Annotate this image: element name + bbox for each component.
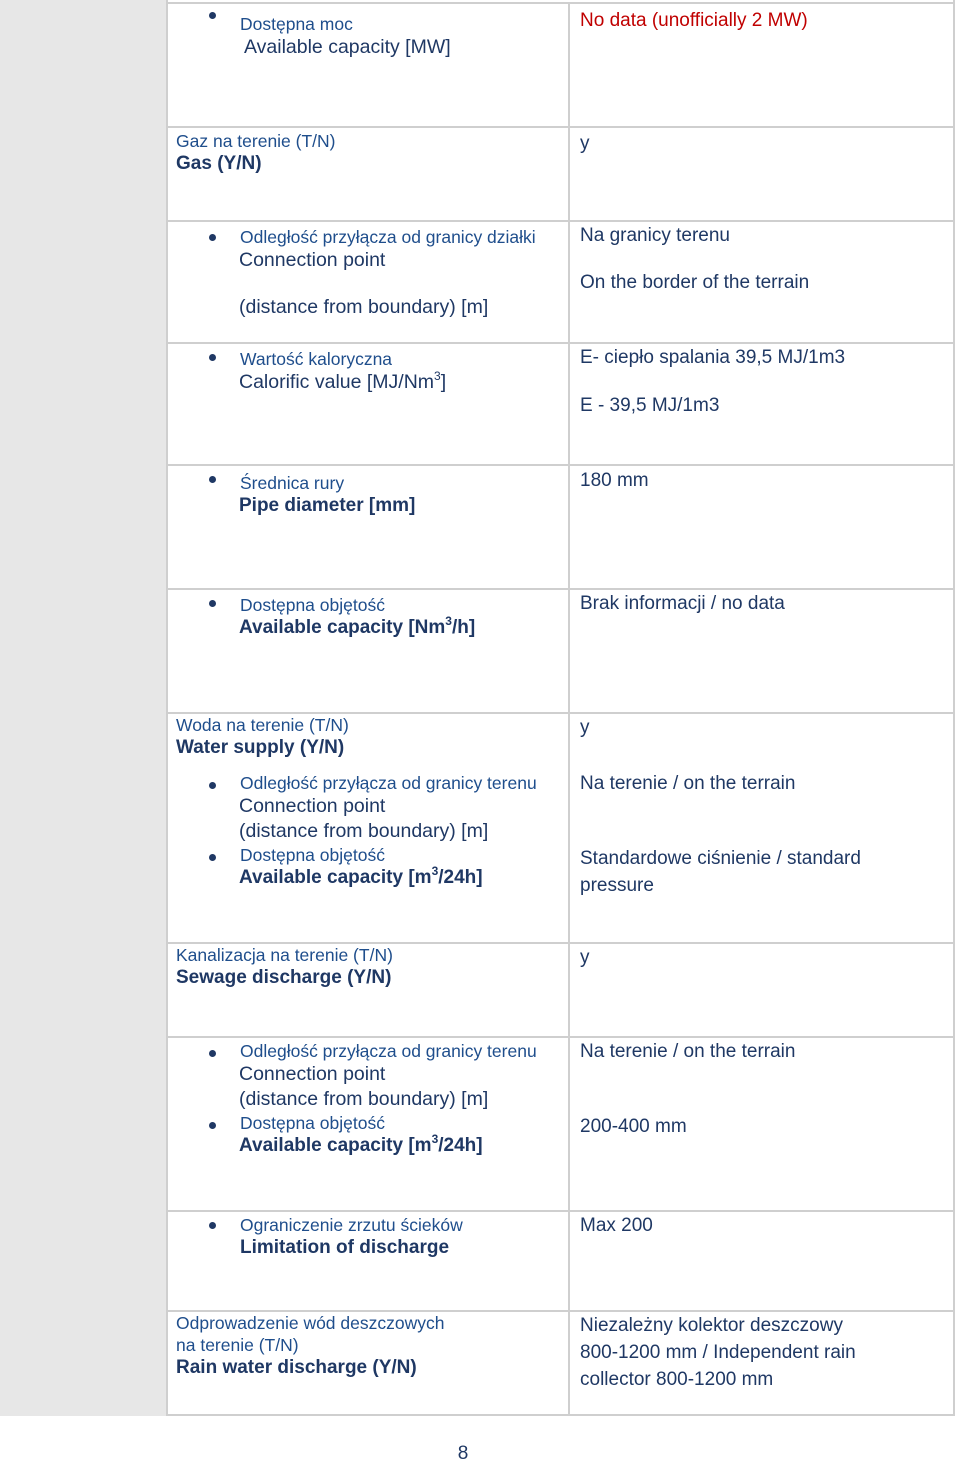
bullet-dot-icon — [209, 234, 216, 241]
sewage-limit-value-cell — [570, 1212, 955, 1310]
water-volume-label-en: Available capacity $[m^3/24h]$ — [239, 863, 483, 888]
water-header-value-cell — [570, 714, 955, 770]
gas-header-label-pl: Gaz na terenie (T/N) — [176, 131, 336, 151]
water-header-label-en: Water supply (Y/N) — [176, 737, 345, 758]
power-capacity-label-cell — [168, 4, 570, 126]
table-left-border — [166, 0, 168, 1416]
gas-volume-label-pl: Dostępna objętość — [240, 595, 385, 615]
gas-pipe-value: 180 mm — [580, 470, 649, 491]
water-connection-bullet — [176, 770, 560, 794]
water-details-label-cell — [168, 770, 570, 942]
gas-volume-value: Brak informacji / no data — [580, 593, 785, 614]
sewage-details-label-cell — [168, 1038, 570, 1210]
water-details-row — [168, 770, 955, 944]
gas-connection-label-en-1: Connection point — [239, 249, 386, 271]
gas-calorific-value-1: E- ciepło spalania 39,5 MJ/1m3 — [580, 347, 846, 368]
sewage-limit-label-cell — [168, 1212, 570, 1310]
bullet-dot-icon — [209, 1222, 216, 1229]
sewage-limit-value: Max 200 — [580, 1215, 653, 1236]
power-capacity-label-pl: Dostępna moc — [240, 14, 353, 34]
sewage-header-label-pl: Kanalizacja na terenie (T/N) — [176, 945, 393, 965]
gas-pipe-bullet — [176, 466, 560, 494]
bullet-dot-icon — [209, 476, 216, 483]
gas-calorific-row — [168, 344, 955, 466]
sewage-volume-label-en: Available capacity $[m^3/24h]$ — [239, 1131, 483, 1156]
water-connection-value: Na terenie / on the terrain — [580, 773, 796, 794]
water-volume-bullet — [176, 844, 560, 866]
sewage-details-value-cell — [570, 1038, 955, 1210]
bullet-dot-icon — [209, 354, 216, 361]
sewage-header-value: y — [580, 947, 590, 968]
bullet-dot-icon — [209, 1122, 216, 1129]
water-volume-label-pl: Dostępna objętość — [240, 845, 385, 865]
power-capacity-label-en: Available capacity [MW] — [244, 36, 451, 58]
power-capacity-value-cell — [570, 4, 955, 126]
rain-water-value-3: collector 800-1200 mm — [580, 1369, 774, 1390]
water-volume-value-2: pressure — [580, 875, 654, 896]
water-header-row — [168, 714, 955, 770]
gas-connection-value-cell — [570, 222, 955, 342]
rain-water-label-pl-1: Odprowadzenie wód deszczowych — [176, 1313, 445, 1333]
sewage-header-value-cell — [570, 944, 955, 1036]
power-capacity-value: No data (unofficially 2 MW) — [580, 10, 808, 31]
sewage-connection-value: Na terenie / on the terrain — [580, 1041, 796, 1062]
gas-connection-label-en-2: (distance from boundary) [m] — [239, 296, 489, 318]
water-connection-label-pl: Odległość przyłącza od granicy terenu — [240, 773, 537, 793]
bullet-dot-icon — [209, 782, 216, 789]
gas-connection-bullet — [176, 222, 560, 248]
sewage-limit-label-en: Limitation of discharge — [240, 1237, 450, 1258]
sewage-volume-value: 200-400 mm — [580, 1116, 687, 1137]
sewage-limit-bullet — [176, 1212, 560, 1260]
gas-volume-value-cell — [570, 590, 955, 712]
gas-connection-value-2: On the border of the terrain — [580, 272, 810, 293]
power-capacity-row — [168, 2, 955, 128]
bullet-dot-icon — [209, 1050, 216, 1057]
gas-pipe-value-cell — [570, 466, 955, 588]
gas-header-value: y — [580, 133, 590, 154]
page-number: 8 — [457, 1443, 469, 1464]
sewage-connection-label-en-2: (distance from boundary) [m] — [239, 1088, 489, 1110]
rain-water-value-cell — [570, 1312, 955, 1414]
gas-volume-bullet — [176, 590, 560, 616]
water-details-value-cell — [570, 770, 955, 942]
bullet-dot-icon — [209, 600, 216, 607]
rain-water-label-pl-2: na terenie (T/N) — [176, 1335, 299, 1355]
table-right-border — [953, 0, 955, 1416]
bullet-dot-icon — [209, 12, 216, 19]
gas-pipe-label-en: Pipe diameter [mm] — [239, 495, 416, 516]
gas-volume-row — [168, 590, 955, 714]
gas-header-label-en: Gas (Y/N) — [176, 153, 262, 174]
rain-water-row — [168, 1312, 955, 1416]
sewage-details-row — [168, 1038, 955, 1212]
gas-connection-label-cell — [168, 222, 570, 342]
bullet-dot-icon — [209, 854, 216, 861]
water-header-value: y — [580, 717, 590, 738]
sewage-header-row — [168, 944, 955, 1038]
power-capacity-bullet — [176, 4, 560, 60]
rain-water-label-cell — [168, 1312, 570, 1414]
gas-calorific-value-2: E - 39,5 MJ/1m3 — [580, 395, 720, 416]
sewage-header-label-en: Sewage discharge (Y/N) — [176, 967, 392, 988]
gas-pipe-row — [168, 466, 955, 590]
gas-header-label-cell — [168, 128, 570, 220]
sewage-volume-bullet — [176, 1112, 560, 1134]
gas-calorific-value-cell — [570, 344, 955, 464]
sewage-connection-bullet — [176, 1038, 560, 1062]
water-volume-value-1: Standardowe ciśnienie / standard — [580, 848, 861, 869]
gas-header-value-cell — [570, 128, 955, 220]
gas-pipe-label-cell — [168, 466, 570, 588]
sewage-connection-label-en-1: Connection point — [239, 1063, 386, 1085]
gas-volume-label-cell — [168, 590, 570, 712]
rain-water-value-1: Niezależny kolektor deszczowy — [580, 1315, 843, 1336]
sewage-header-label-cell — [168, 944, 570, 1036]
gas-connection-label-pl: Odległość przyłącza od granicy działki — [240, 227, 536, 247]
gas-volume-label-en: Available capacity [Nm$^3$/h] — [239, 613, 476, 638]
water-header-label-pl: Woda na terenie (T/N) — [176, 715, 349, 735]
gas-calorific-label-cell — [168, 344, 570, 464]
gas-calorific-label-pl: Wartość kaloryczna — [240, 349, 393, 369]
water-connection-label-en-2: (distance from boundary) [m] — [239, 820, 489, 842]
water-connection-label-en-1: Connection point — [239, 795, 386, 817]
rain-water-label-en: Rain water discharge (Y/N) — [176, 1357, 417, 1378]
gas-header-row — [168, 128, 955, 222]
gas-calorific-label-en: Calorific value [MJ/Nm$^3$] — [239, 368, 447, 393]
water-header-label-cell — [168, 714, 570, 770]
gas-connection-row — [168, 222, 955, 344]
gas-connection-value-1: Na granicy terenu — [580, 225, 730, 246]
gas-calorific-bullet — [176, 344, 560, 370]
gas-pipe-label-pl: Średnica rury — [240, 473, 345, 493]
sewage-limit-label-pl: Ograniczenie zrzutu ścieków — [240, 1215, 463, 1235]
rain-water-value-2: 800-1200 mm / Independent rain — [580, 1342, 856, 1363]
sewage-connection-label-pl: Odległość przyłącza od granicy terenu — [240, 1041, 537, 1061]
sewage-volume-label-pl: Dostępna objętość — [240, 1113, 385, 1133]
sewage-limit-row — [168, 1212, 955, 1312]
